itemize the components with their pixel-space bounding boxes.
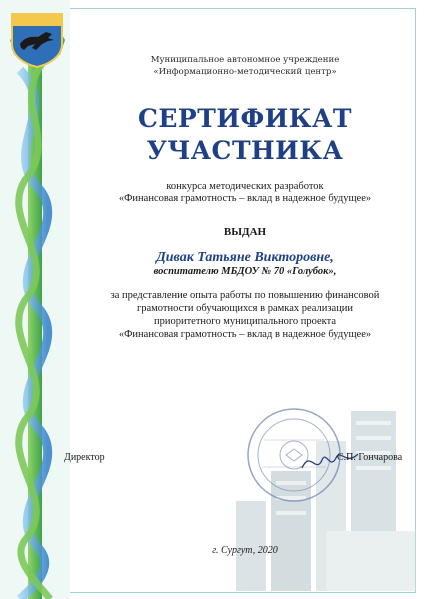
organization-line-1: Муниципальное автономное учреждение bbox=[150, 55, 340, 65]
recipient-name: Дивак Татьяне Викторовне, bbox=[156, 250, 334, 265]
recipient-position: воспитателю МБДОУ № 70 «Голубок», bbox=[153, 266, 337, 277]
organization-header bbox=[80, 54, 410, 78]
signer-name: С.П. Гончарова bbox=[337, 452, 403, 463]
contest-info bbox=[80, 181, 410, 205]
city-emblem bbox=[8, 10, 66, 68]
award-reason bbox=[80, 289, 410, 341]
certificate-title-line-2: УЧАСТНИКА bbox=[146, 136, 344, 165]
place-and-date: г. Сургут, 2020 bbox=[212, 545, 278, 556]
reason-line-1: за представление опыта работы по повышению финансовой bbox=[110, 290, 380, 301]
director-label: Директор bbox=[64, 452, 105, 463]
contest-line-1: конкурса методических разработок bbox=[166, 181, 324, 192]
reason-line-3: приоритетного муниципального проекта bbox=[153, 316, 337, 327]
contest-line-2: «Финансовая грамотность – вклад в надежное будущее» bbox=[118, 193, 372, 204]
ribbon-decoration bbox=[0, 0, 70, 599]
certificate-title-line-1: СЕРТИФИКАТ bbox=[137, 104, 353, 133]
organization-line-2: «Информационно-методический центр» bbox=[153, 67, 337, 77]
reason-line-2: грамотности обучающихся в рамках реализации bbox=[136, 303, 354, 314]
issued-label: ВЫДАН bbox=[223, 226, 267, 238]
reason-line-4: «Финансовая грамотность – вклад в надежное будущее» bbox=[118, 329, 372, 340]
